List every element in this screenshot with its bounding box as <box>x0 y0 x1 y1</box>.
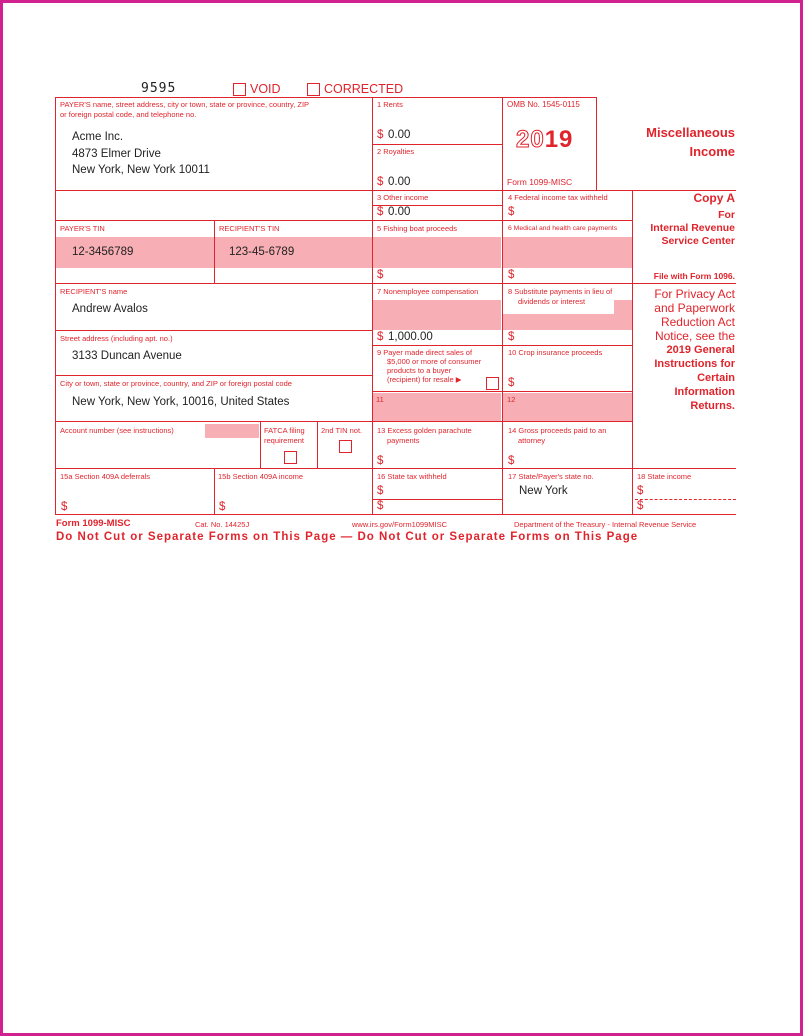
box10-dollar: $ <box>508 377 515 389</box>
box16-dollar-1: $ <box>377 485 384 497</box>
privacy-5: 2019 General <box>666 344 735 356</box>
box3-dollar: $ <box>377 206 384 218</box>
shade-account <box>205 424 259 438</box>
box13-label-2: payments <box>387 436 420 445</box>
form-code: 9595 <box>141 81 177 96</box>
box14-label: 14 Gross proceeds paid to an <box>508 426 607 435</box>
footer-dept: Department of the Treasury - Internal Revenue Service <box>514 520 697 529</box>
box1-label: 1 Rents <box>377 100 403 109</box>
recipient-name-label: RECIPIENT'S name <box>60 287 128 296</box>
box7-label: 7 Nonemployee compensation <box>377 287 479 296</box>
box3-label: 3 Other income <box>377 193 429 202</box>
box16-label: 16 State tax withheld <box>377 472 447 481</box>
box14-dollar: $ <box>508 455 515 467</box>
box13-dollar: $ <box>377 455 384 467</box>
payer-tin-label: PAYER'S TIN <box>60 224 105 233</box>
footer-form: Form 1099-MISC <box>56 518 131 529</box>
box17-label: 17 State/Payer's state no. <box>508 472 594 481</box>
box8-label: 8 Substitute payments in lieu of <box>508 287 613 296</box>
box9-label-4: (recipient) for resale ▶ <box>387 375 462 384</box>
box9-label-3: products to a buyer <box>387 366 452 375</box>
privacy-7: Certain <box>697 372 735 384</box>
city-label: City or town, state or province, country, and ZIP or foreign postal code <box>60 379 292 388</box>
city-value[interactable]: New York, New York, 10016, United States <box>72 396 290 408</box>
tin-not-label: 2nd TIN not. <box>321 426 363 435</box>
box15a-label: 15a Section 409A deferrals <box>60 472 151 481</box>
shade-box6 <box>503 237 632 268</box>
box7-value[interactable]: 1,000.00 <box>388 331 433 343</box>
box3-value[interactable]: 0.00 <box>388 206 411 218</box>
box15b-dollar: $ <box>219 501 226 513</box>
street-value[interactable]: 3133 Duncan Avenue <box>72 350 182 362</box>
box6-label: 6 Medical and health care payments <box>508 225 618 232</box>
box4-dollar: $ <box>508 206 515 218</box>
payer-label: PAYER'S name, street address, city or town, state or province, country, ZIP <box>60 100 310 109</box>
title-line2: Income <box>689 144 735 159</box>
fatca-label: FATCA filing <box>264 426 305 435</box>
payer-name[interactable]: Acme Inc. <box>72 131 124 143</box>
box6-dollar: $ <box>508 269 515 281</box>
account-label: Account number (see instructions) <box>60 426 174 435</box>
year-prefix: 20 <box>516 126 545 153</box>
privacy-4: Notice, see the <box>654 329 735 343</box>
fatca-label-2: requirement <box>264 436 305 445</box>
box9-label-2: $5,000 or more of consumer <box>387 357 482 366</box>
box2-label: 2 Royalties <box>377 147 415 156</box>
box16-dollar-2: $ <box>377 500 384 512</box>
box4-label: 4 Federal income tax withheld <box>508 193 608 202</box>
box18-label: 18 State income <box>637 472 692 481</box>
privacy-1: For Privacy Act <box>654 287 735 301</box>
box9-label-1: 9 Payer made direct sales of <box>377 348 473 357</box>
box8-dollar: $ <box>508 331 515 343</box>
box15a-dollar: $ <box>61 501 68 513</box>
fatca-checkbox[interactable] <box>284 451 297 464</box>
box5-label: 5 Fishing boat proceeds <box>377 224 458 233</box>
corrected-checkbox[interactable] <box>307 83 320 96</box>
payer-label-2: or foreign postal code, and telephone no. <box>60 110 197 119</box>
copy-a: Copy A <box>693 191 735 205</box>
corrected-label: CORRECTED <box>324 82 404 96</box>
box2-value[interactable]: 0.00 <box>388 176 411 188</box>
shade-box11 <box>373 393 501 421</box>
box17-value[interactable]: New York <box>519 485 568 497</box>
box12-label: 12 <box>507 395 516 404</box>
box10-label: 10 Crop insurance proceeds <box>508 348 603 357</box>
box9-checkbox[interactable] <box>486 377 499 390</box>
file-with: File with Form 1096. <box>653 271 735 281</box>
footer-cat: Cat. No. 14425J <box>195 520 250 529</box>
do-not-cut-notice: Do Not Cut or Separate Forms on This Page — Do Not Cut or Separate Forms on This Page <box>56 531 639 543</box>
box5-dollar: $ <box>377 269 384 281</box>
form-name-small: Form 1099-MISC <box>507 177 573 187</box>
void-label: VOID <box>250 82 281 96</box>
copy-irs-2: Service Center <box>661 235 735 247</box>
payer-city[interactable]: New York, New York 10011 <box>72 164 210 176</box>
omb-number: OMB No. 1545-0115 <box>507 100 580 109</box>
box2-dollar: $ <box>377 176 384 188</box>
box11-label: 11 <box>376 395 384 404</box>
privacy-2: and Paperwork <box>654 301 735 315</box>
box15b-label: 15b Section 409A income <box>218 472 304 481</box>
privacy-6: Instructions for <box>654 358 735 370</box>
recipient-name[interactable]: Andrew Avalos <box>72 303 148 315</box>
box14-label-2: attorney <box>518 436 546 445</box>
box9-label <box>377 348 501 384</box>
box13-label: 13 Excess golden parachute <box>377 426 472 435</box>
privacy-9: Returns. <box>690 400 735 412</box>
copy-irs-1: Internal Revenue <box>650 222 735 234</box>
box18-dollar-2: $ <box>637 500 644 512</box>
privacy-3: Reduction Act <box>660 315 735 329</box>
void-checkbox[interactable] <box>233 83 246 96</box>
footer-url: www.irs.gov/Form1099MISC <box>352 520 448 529</box>
box8-label-2: dividends or interest <box>518 297 586 306</box>
payer-street[interactable]: 4873 Elmer Drive <box>72 148 161 160</box>
shade-box7 <box>373 300 501 330</box>
street-label: Street address (including apt. no.) <box>60 334 173 343</box>
tin-not-checkbox[interactable] <box>339 440 352 453</box>
box1-value[interactable]: 0.00 <box>388 129 411 141</box>
box7-dollar: $ <box>377 331 384 343</box>
shade-box12 <box>503 393 632 421</box>
recipient-tin[interactable]: 123-45-6789 <box>229 246 295 258</box>
shade-box8b <box>503 314 632 330</box>
shade-box5 <box>373 237 501 268</box>
year-suffix: 19 <box>544 126 574 153</box>
box1-dollar: $ <box>377 129 384 141</box>
title-line1: Miscellaneous <box>646 125 735 140</box>
box18-dollar-1: $ <box>637 485 644 497</box>
payer-tin[interactable]: 12-3456789 <box>72 246 134 258</box>
tax-year <box>516 126 573 154</box>
recipient-tin-label: RECIPIENT'S TIN <box>219 224 280 233</box>
copy-for: For <box>718 209 735 221</box>
privacy-8: Information <box>674 386 735 398</box>
